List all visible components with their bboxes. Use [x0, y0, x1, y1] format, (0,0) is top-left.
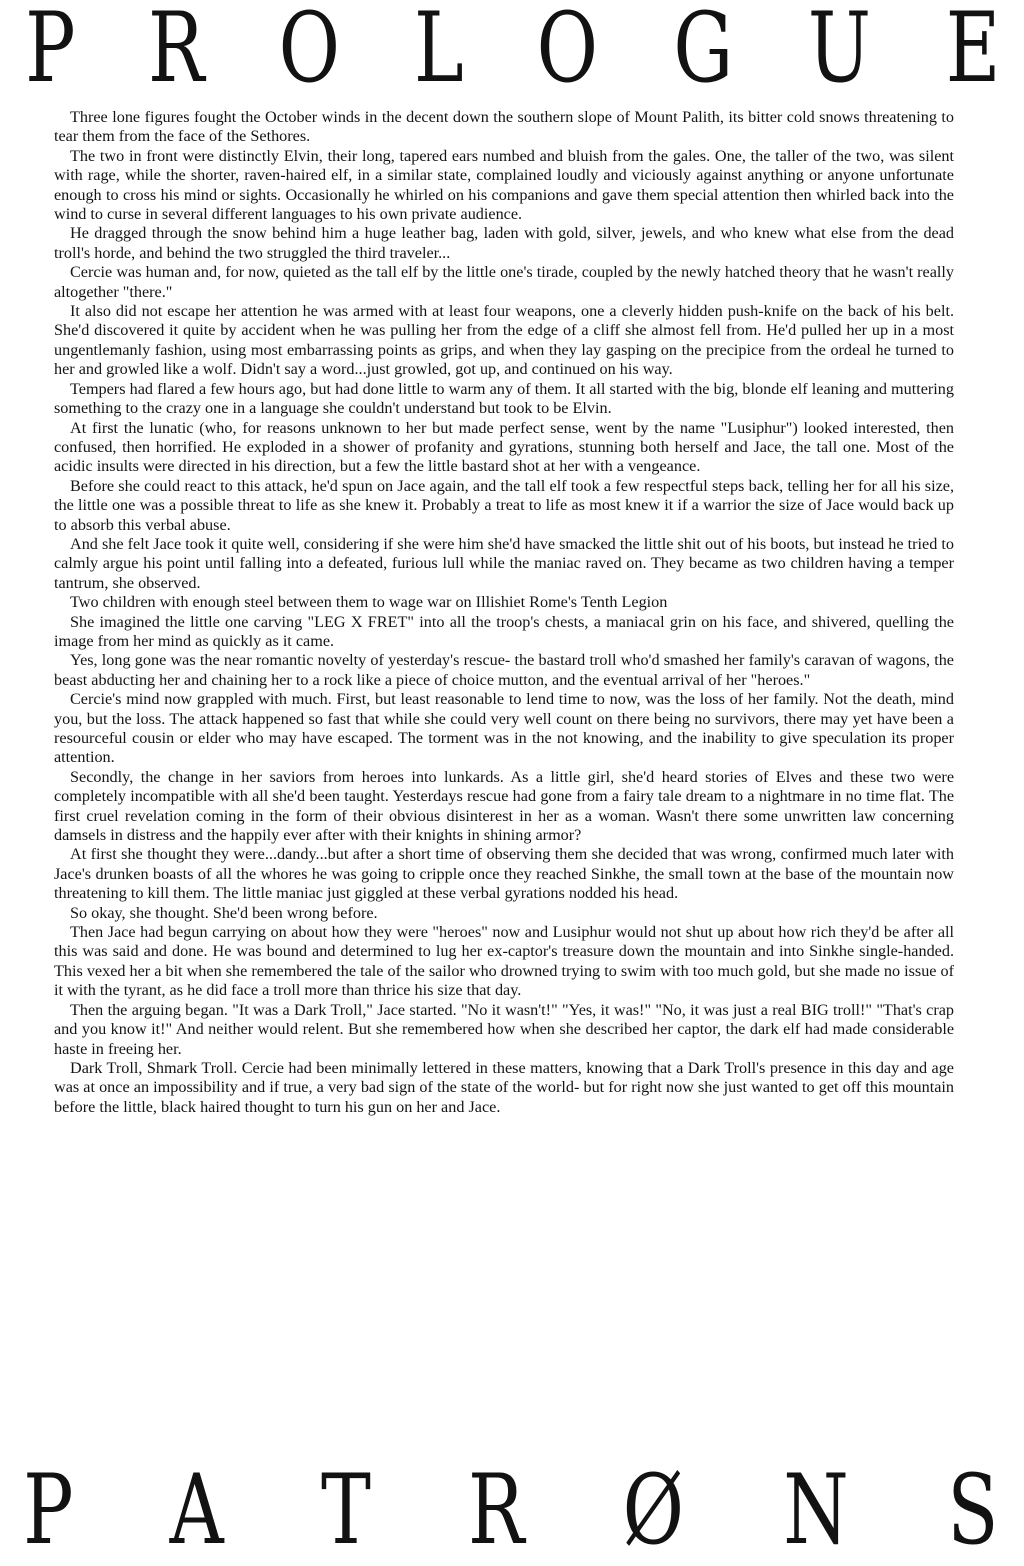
paragraph: Three lone figures fought the October winds in the decent down the southern slope of Mount Palith, its bitter cold snows threatening to tear them from the face of the Sethores.: [54, 108, 954, 146]
paragraph: Yes, long gone was the near romantic novelty of yesterday's rescue- the bastard troll who'd smashed her family's caravan of wagons, the beast abducting her and chaining her to a rock like a piece of choice mutton, and the eventual arrival of her "heroes.": [54, 651, 954, 689]
paragraph: The two in front were distinctly Elvin, their long, tapered ears numbed and bluish from the gales. One, the taller of the two, was silent with rage, while the shorter, raven-haired elf, in a similar state, complained loudly and viciously against anything or anyone unfortunate enough to cross his mind or sights. Occasionally he whirled on his companions and gave them special attention then whirled back into the wind to curse in several different languages to his own private audience.: [54, 146, 954, 224]
paragraph: Then the arguing began. "It was a Dark Troll," Jace started. "No it wasn't!" "Yes, it was!" "No, it was just a real BIG troll!" "That's crap and you know it!" And neither would relent. But she remembered how when she described her captor, the dark elf had made considerable haste in freeing her.: [54, 1000, 954, 1058]
prologue-body: [54, 108, 954, 1117]
paragraph: Cercie was human and, for now, quieted as the tall elf by the little one's tirade, coupled by the newly hatched theory that he wasn't really altogether "there.": [54, 263, 954, 301]
heading-letter: P: [25, 0, 76, 104]
prologue-heading: [0, 0, 1024, 104]
paragraph: At first the lunatic (who, for reasons unknown to her but made perfect sense, went by the name "Lusiphur") looked interested, then confused, then horrified. He exploded in a shower of profanity and gyrations, stunning both herself and Jace, the tall one. Most of the acidic insults were directed in his direction, but a few the little bastard shot at her with a vengeance.: [54, 418, 954, 476]
heading-letter: A: [170, 1454, 225, 1566]
heading-letter: S: [947, 1454, 999, 1566]
paragraph: It also did not escape her attention he was armed with at least four weapons, one a cleverly hidden push-knife on the back of his belt. She'd discovered it quite by accident when he was pulling her from the edge of a cliff she almost fell from. He'd pulled her up in a most ungentlemanly fashion, using most embarrassing points as grips, and when they lay gasping on the precipice from the ordeal he turned to her and growled like a wolf. Didn't say a word...just growled, got up, and continued on his way.: [54, 302, 954, 379]
paragraph: At first she thought they were...dandy...but after a short time of observing them she decided that was wrong, confirmed much later with Jace's drunken boasts of all the whores he was going to cripple once they reached Sinkhe, the small town at the base of the mountain now threatening to kill them. The little maniac just giggled at these verbal gyrations nodded his head.: [54, 845, 954, 903]
paragraph: So okay, she thought. She'd been wrong before.: [70, 903, 378, 922]
paragraph: She imagined the little one carving "LEG X FRET" into all the troop's chests, a maniacal grin on his face, and shivered, quelling the image from her mind as quickly as it came.: [54, 612, 954, 650]
paragraph: Before she could react to this attack, he'd spun on Jace again, and the tall elf took a few respectful steps back, telling her for all his size, the little one was a possible threat to life as she knew it. Probably a treat to life as most knew it if a warrior the size of Jace would back up to absorb this verbal abuse.: [54, 476, 954, 534]
heading-letter: L: [413, 0, 464, 104]
heading-letter: O: [279, 0, 341, 104]
paragraph: Cercie's mind now grappled with much. First, but least reasonable to lend time to now, was the loss of her family. Not the death, mind you, but the loss. The attack happened so fast that while she could very well count on there being no survivors, there may yet have been a resourceful cousin or elder who may have escaped. The torment was in the not knowing, and the inability to give speculation its proper attention.: [54, 690, 954, 767]
paragraph: Two children with enough steel between them to wage war on Illishiet Rome's Tenth Legion: [70, 593, 668, 612]
heading-letter: P: [23, 1454, 74, 1566]
heading-letter: Ø: [622, 1454, 684, 1566]
paragraph: He dragged through the snow behind him a huge leather bag, laden with gold, silver, jewels, and who knew what else from the dead troll's horde, and behind the two struggled the third traveler...: [54, 224, 954, 262]
paragraph: Secondly, the change in her saviors from heroes into lunkards. As a little girl, she'd heard stories of Elves and these two were completely incompatible with all she'd been taught. Yesterdays rescue had gone from a fairy tale dream to a nightmare in no time flat. The first cruel revelation coming in the form of their obvious disinterest in her as a woman. Wasn't there some unwritten law concerning damsels in distress and the happily ever after with their knights in shining armor?: [54, 767, 954, 845]
heading-letter: G: [673, 0, 734, 104]
paragraph: Dark Troll, Shmark Troll. Cercie had been minimally lettered in these matters, knowing that a Dark Troll's presence in this day and age was at once an impossibility and if true, a very bad sign of the state of the world- but for right now she just wanted to get off this mountain before the little, black haired thought to turn his gun on her and Jace.: [54, 1058, 954, 1116]
heading-letter: R: [467, 1454, 524, 1566]
paragraph: Tempers had flared a few hours ago, but had done little to warm any of them. It all started with the big, blonde elf leaning and muttering something to the crazy one in a language she couldn't understand but took to be Elvin.: [54, 379, 954, 418]
heading-letter: O: [536, 0, 599, 104]
heading-letter: T: [320, 1454, 371, 1566]
patrons-heading: [0, 1454, 1024, 1566]
paragraph: And she felt Jace took it quite well, considering if she were him she'd have smacked the little shit out of his boots, but instead he tried to calmly argue his point until falling into a defeated, furious lull while the maniac raved on. They became as two children having a temper tantrum, she observed.: [54, 534, 954, 592]
heading-letter: N: [783, 1454, 850, 1566]
heading-letter: U: [808, 0, 872, 104]
heading-letter: E: [945, 0, 1001, 104]
paragraph: Then Jace had begun carrying on about how they were "heroes" now and Lusiphur would not shut up about how rich they'd be after all this was said and done. He was bound and determined to lug her ex-captor's treasure down the mountain and into Sinkhe single-handed. This vexed her a bit when she remembered the tale of the sailor who drowned trying to swim with too much gold, but she made no issue of it with the tyrant, as he did face a troll more than thrice his size that day.: [54, 923, 955, 1000]
heading-letter: R: [148, 0, 205, 104]
